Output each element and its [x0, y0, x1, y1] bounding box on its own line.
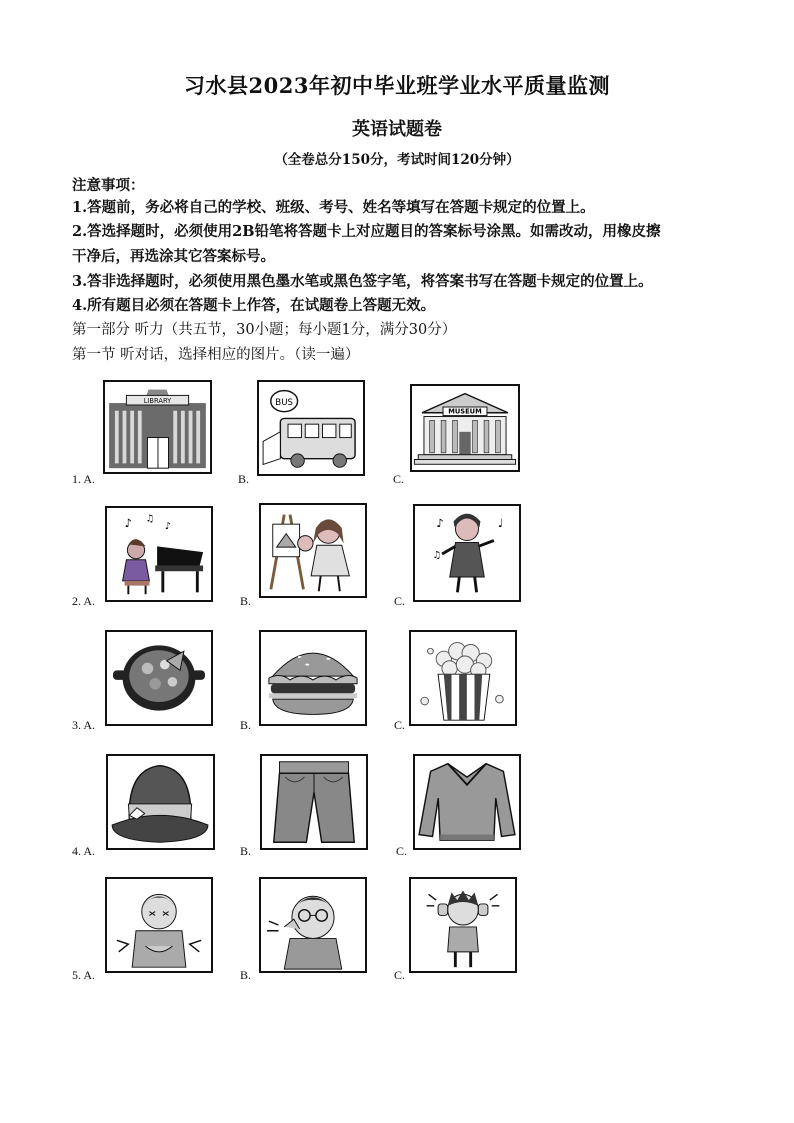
museum-sign-text: MUSEUM	[448, 407, 482, 416]
exam-total: （全卷总分150分，考试时间120分钟）	[274, 152, 520, 168]
q2-label-c: C.	[394, 594, 406, 608]
popcorn-picture	[409, 630, 517, 726]
svg-text:♪: ♪	[436, 516, 444, 531]
toothache-boy-picture	[259, 877, 367, 973]
q1-label-a: 1. A.	[72, 472, 96, 486]
svg-text:♫: ♫	[432, 549, 442, 561]
jeans-picture	[260, 754, 368, 850]
stew-pot-picture	[105, 630, 213, 726]
q3-label-c: C.	[394, 718, 406, 732]
hamburger-picture	[259, 630, 367, 726]
library-sign-text: LIBRARY	[143, 397, 172, 406]
q1-label-b: B.	[238, 472, 250, 486]
bus-picture	[257, 380, 365, 476]
kids-painting-picture	[259, 503, 367, 598]
svg-text:♪: ♪	[124, 516, 132, 531]
note-4: 4.所有题目必须在答题卡上作答，在试题卷上答题无效。	[72, 297, 436, 314]
headache-boy-picture	[409, 877, 517, 973]
exam-title: 习水县2023年初中毕业班学业水平质量监测	[184, 73, 610, 98]
hat-picture	[106, 754, 215, 850]
q5-label-b: B.	[240, 968, 252, 982]
svg-text:♫: ♫	[145, 513, 155, 525]
q4-label-a: 4. A.	[72, 844, 96, 858]
note-2: 2.答选择题时，必须使用2B铅笔将答题卡上对应题目的答案标号涂黑。如需改动，用橡皮擦	[72, 223, 661, 240]
q1-label-c: C.	[393, 472, 405, 486]
stomachache-boy-picture	[105, 877, 213, 973]
girl-singing-picture	[413, 504, 521, 602]
notes-heading: 注意事项：	[72, 177, 145, 194]
library-picture	[103, 380, 212, 474]
q5-label-a: 5. A.	[72, 968, 96, 982]
girl-piano-picture	[105, 506, 213, 602]
q5-label-c: C.	[394, 968, 406, 982]
part1-heading: 第一部分 听力（共五节，30小题；每小题1分，满分30分）	[72, 322, 457, 338]
q3-label-b: B.	[240, 718, 252, 732]
svg-text:♪: ♪	[164, 521, 171, 533]
q3-label-a: 3. A.	[72, 718, 96, 732]
note-3: 3.答非选择题时，必须使用黑色墨水笔或黑色签字笔，将答案书写在答题卡规定的位置上。	[72, 273, 653, 290]
bus-sign-text: BUS	[275, 398, 294, 408]
note-2-cont: 干净后，再选涂其它答案标号。	[72, 248, 275, 265]
q2-label-a: 2. A.	[72, 594, 96, 608]
q4-label-b: B.	[240, 844, 252, 858]
section1-heading: 第一节 听对话，选择相应的图片。（读一遍）	[72, 347, 360, 363]
q2-label-b: B.	[240, 594, 252, 608]
svg-text:♩: ♩	[497, 516, 504, 531]
exam-subtitle: 英语试题卷	[352, 119, 442, 140]
q4-label-c: C.	[396, 844, 408, 858]
note-1: 1.答题前，务必将自己的学校、班级、考号、姓名等填写在答题卡规定的位置上。	[72, 199, 595, 216]
sweater-picture	[413, 754, 521, 850]
museum-picture	[410, 384, 520, 472]
